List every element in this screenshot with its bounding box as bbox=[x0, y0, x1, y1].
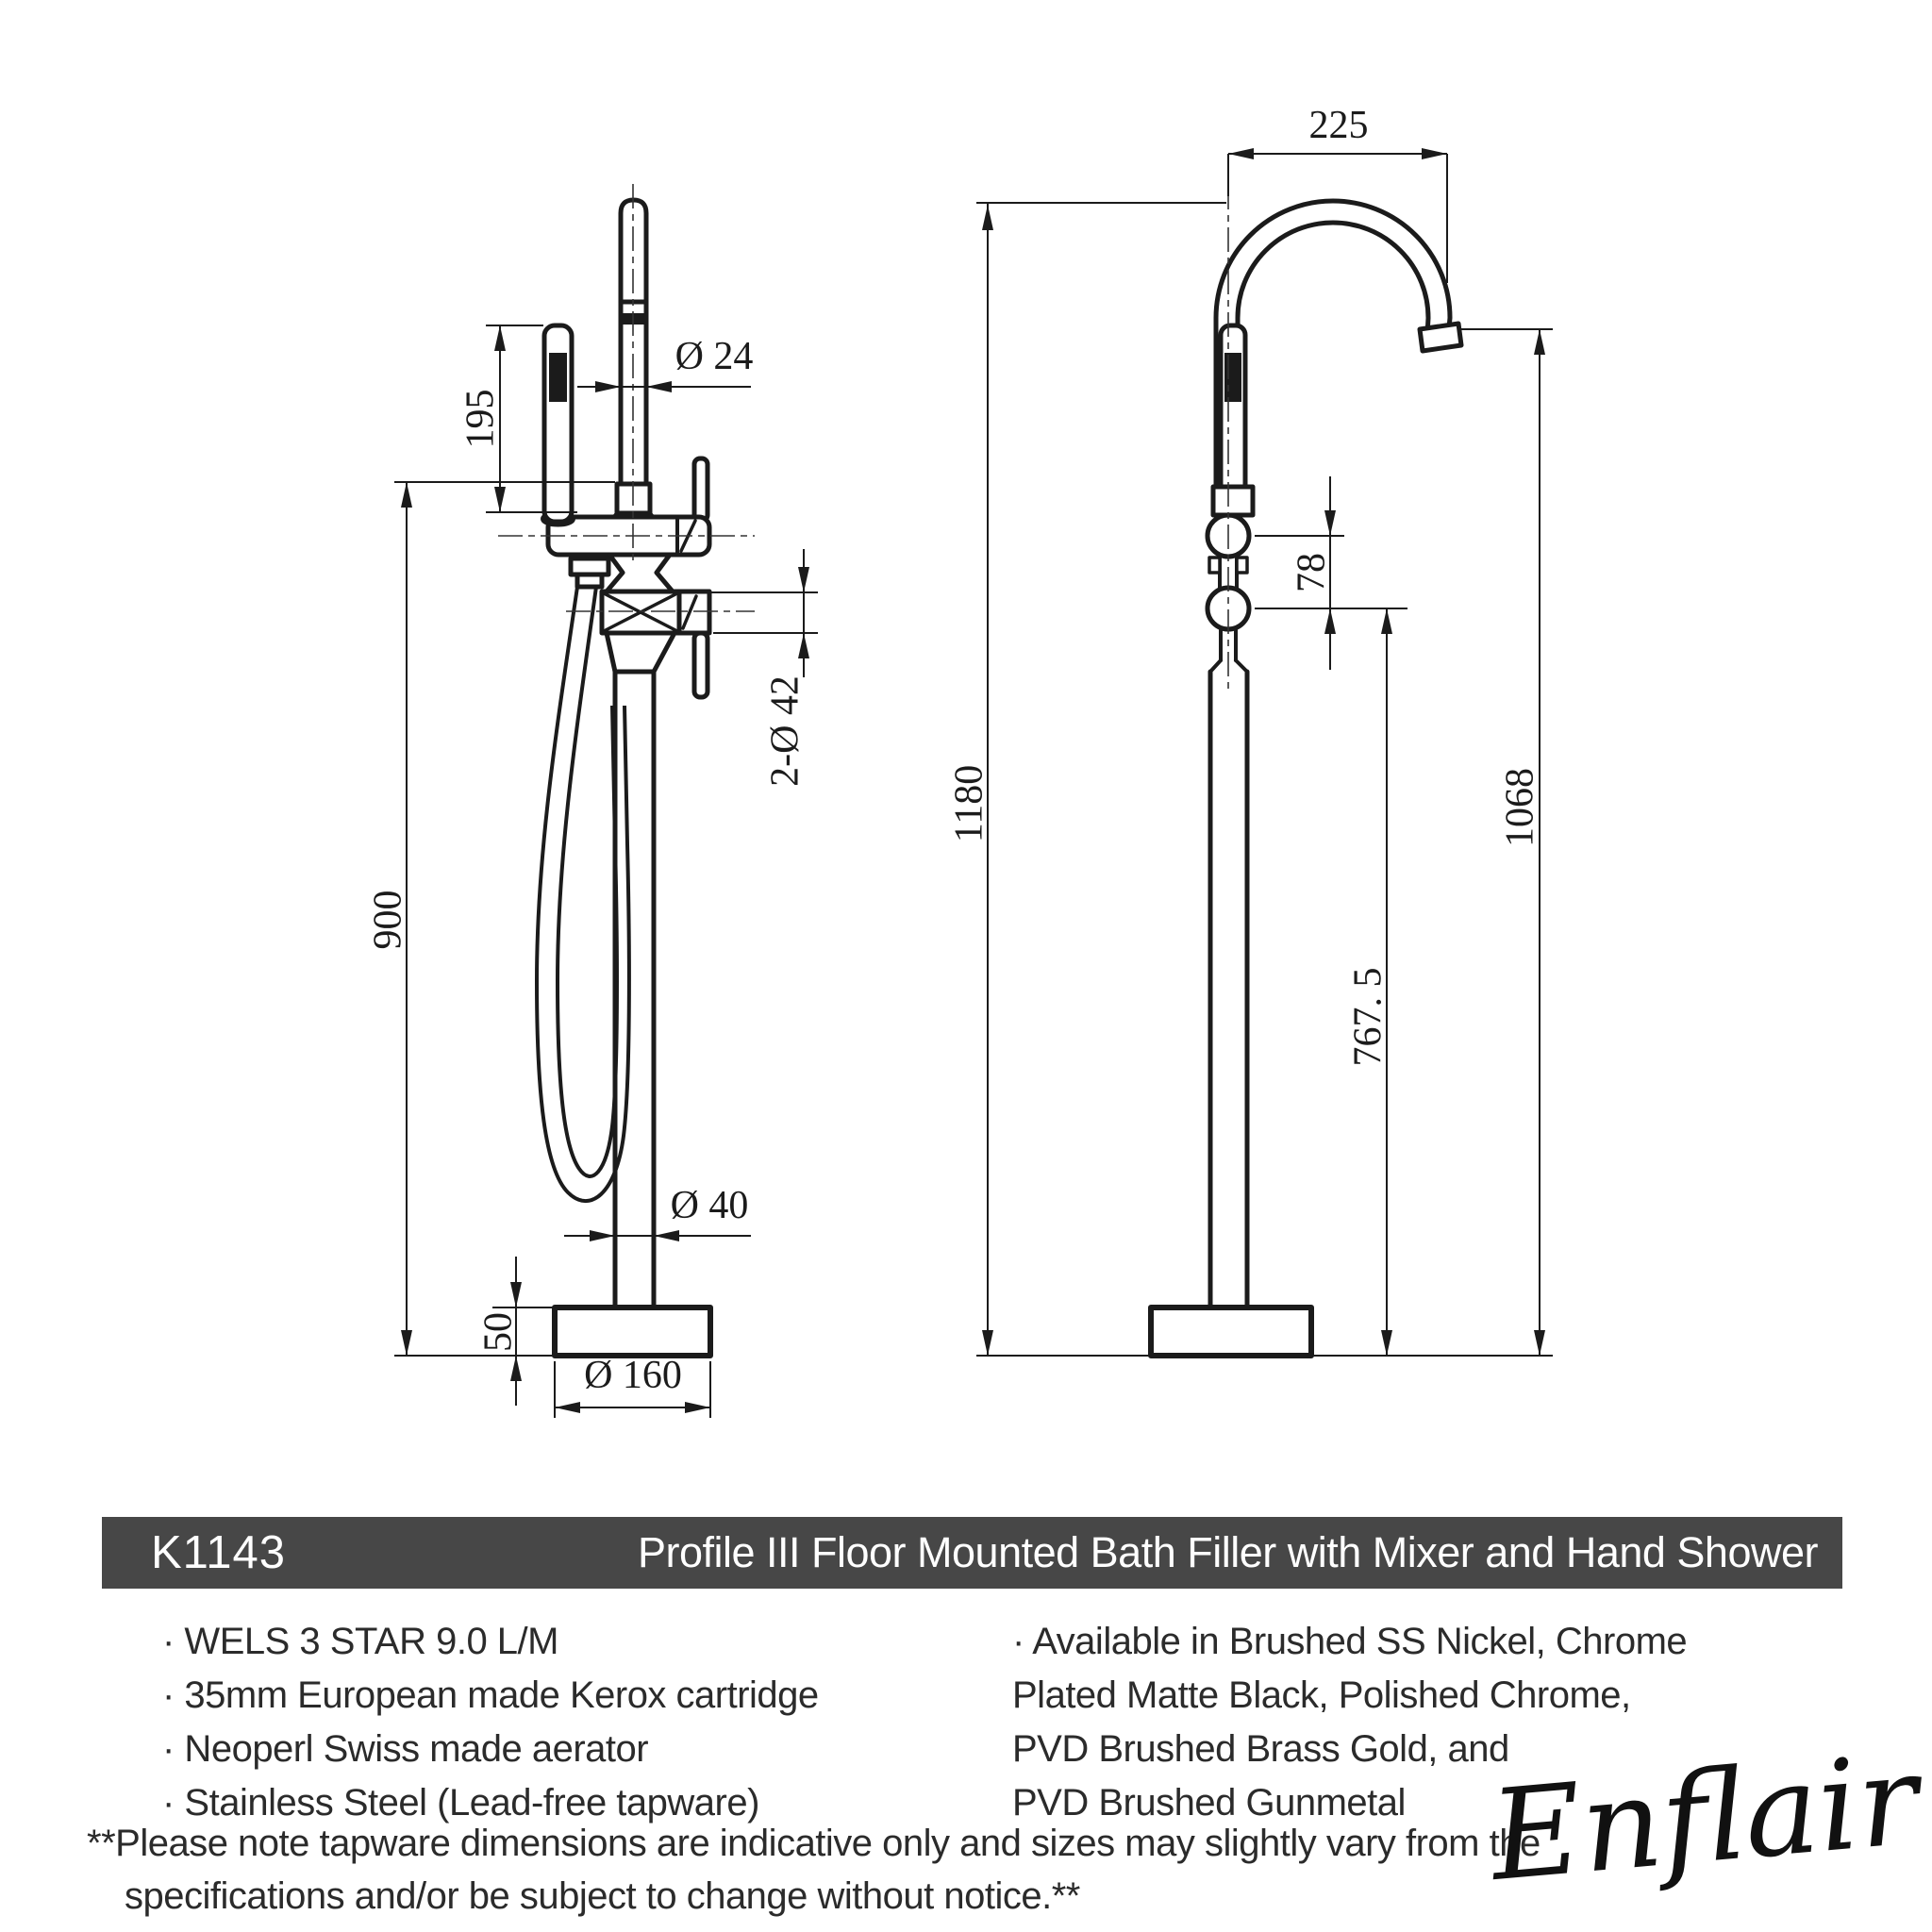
dim-side-valve-spacing: 78 bbox=[1290, 553, 1334, 592]
spout-outlet-tip bbox=[1420, 324, 1461, 351]
dim-line-225 bbox=[1228, 154, 1447, 283]
dim-front-base-height: 50 bbox=[476, 1312, 521, 1352]
dim-side-spout-outlet-height: 1068 bbox=[1498, 768, 1542, 847]
dim-front-valve-diameters: 2-Ø 42 bbox=[763, 675, 808, 787]
dim-front-base-diameter: Ø 160 bbox=[584, 1354, 682, 1397]
riser-pipe bbox=[615, 672, 654, 1307]
upper-valve-joint bbox=[607, 555, 673, 591]
dim-line-1180 bbox=[976, 203, 1226, 1356]
hose-nut bbox=[571, 558, 608, 575]
feature-cartridge: · 35mm European made Kerox cartridge bbox=[162, 1674, 819, 1716]
disclaimer-line-2: specifications and/or be subject to change without notice.** bbox=[125, 1875, 1080, 1917]
dim-side-lower-valve-height: 767. 5 bbox=[1346, 967, 1391, 1067]
dim-side-overall-height: 1180 bbox=[947, 764, 991, 843]
feature-finishes-1: · Available in Brushed SS Nickel, Chrome bbox=[1012, 1621, 1688, 1662]
dim-labels-front bbox=[367, 335, 808, 1397]
side-view bbox=[948, 104, 1553, 1356]
hand-shower-spray-face bbox=[549, 353, 567, 402]
product-title-bar bbox=[102, 1517, 1842, 1589]
gooseneck-spout-inner bbox=[1238, 223, 1428, 500]
floor-base-front bbox=[555, 1307, 710, 1356]
lower-valve-taper bbox=[607, 633, 675, 672]
feature-list-left bbox=[162, 1615, 992, 1830]
front-view bbox=[367, 184, 818, 1418]
disclaimer-note bbox=[87, 1817, 1541, 1923]
dim-arrows-front bbox=[401, 325, 809, 1413]
dim-side-spout-reach: 225 bbox=[1308, 104, 1369, 147]
wand-holder-collar-side bbox=[1213, 487, 1253, 515]
feature-material: · Stainless Steel (Lead-free tapware) bbox=[162, 1782, 759, 1824]
dim-front-outlet-height: 900 bbox=[366, 890, 410, 950]
feature-finishes-4: PVD Brushed Gunmetal bbox=[1012, 1782, 1406, 1824]
dim-front-riser-diameter: Ø 40 bbox=[670, 1184, 749, 1227]
dim-front-upper-pipe-diameter: Ø 24 bbox=[675, 335, 754, 378]
hand-shower-spray-face-side bbox=[1224, 353, 1241, 402]
feature-aerator: · Neoperl Swiss made aerator bbox=[162, 1728, 649, 1770]
hand-shower-hose-inner bbox=[558, 587, 617, 1176]
gooseneck-spout-outer bbox=[1216, 201, 1450, 500]
diverter-handle-lower bbox=[694, 633, 708, 697]
brand-logo: Enflair bbox=[1485, 1727, 1924, 1910]
dim-front-hand-shower-length: 195 bbox=[458, 389, 503, 449]
floor-base-side bbox=[1151, 1307, 1311, 1356]
feature-wels-rating: · WELS 3 STAR 9.0 L/M bbox=[162, 1621, 558, 1662]
product-title: Profile III Floor Mounted Bath Filler with Mixer and Hand Shower bbox=[637, 1528, 1818, 1576]
mixer-handle-upper bbox=[694, 458, 708, 521]
product-code: K1143 bbox=[151, 1527, 287, 1578]
dim-line-900 bbox=[394, 482, 615, 1356]
riser-pipe-side bbox=[1210, 672, 1247, 1307]
disclaimer-line-1: **Please note tapware dimensions are indicative only and sizes may slightly vary from the bbox=[87, 1823, 1541, 1864]
feature-finishes-2: Plated Matte Black, Polished Chrome, bbox=[1012, 1674, 1631, 1716]
feature-finishes-3: PVD Brushed Brass Gold, and bbox=[1012, 1728, 1509, 1770]
